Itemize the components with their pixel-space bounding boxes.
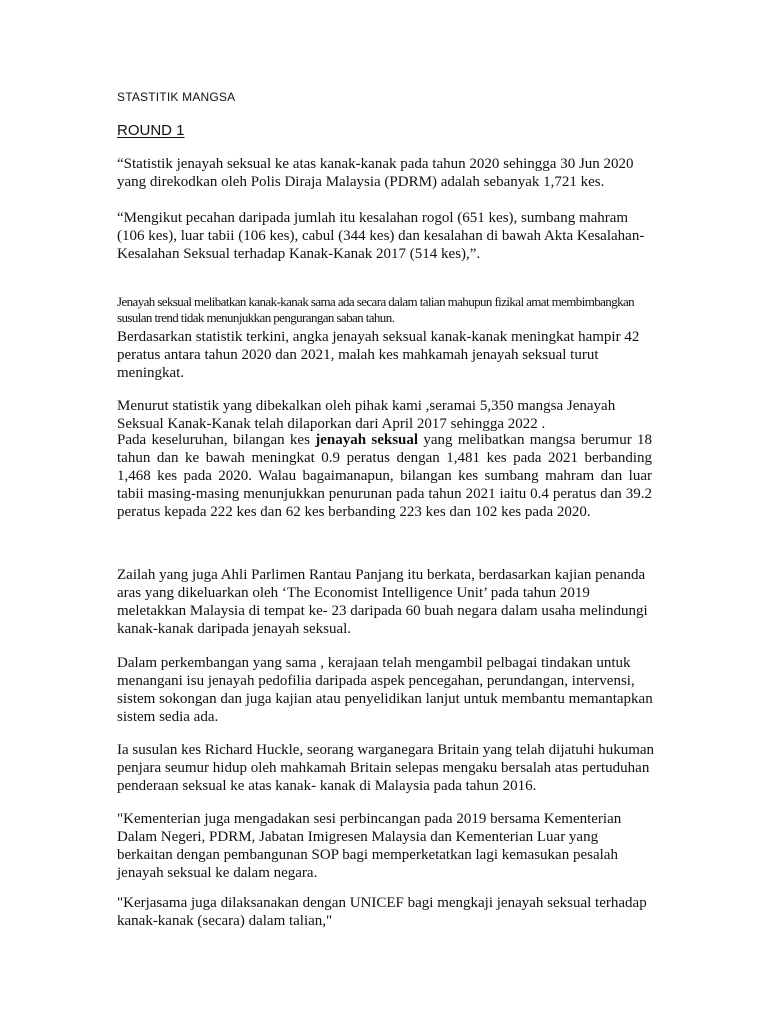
paragraph-victims-count: Menurut statistik yang dibekalkan oleh pihak kami ,seramai 5,350 mangsa Jenayah Seksual Kanak-Kanak telah dilaporkan dari April 2017 sehingga 2022 . [117,398,616,432]
paragraph-overall-cases [117,431,652,521]
paragraph-case-breakdown: “Mengikut pecahan daripada jumlah itu kesalahan rogol (651 kes), sumbang mahram (106 kes), luar tabii (106 kes), cabul (344 kes) dan kesalahan di bawah Akta Kesalahan-Kesalahan Seksual terhadap Kanak-Kanak 2017 (514 kes),”. [117,210,645,262]
document-heading: STASTITIK MANGSA [117,90,236,104]
paragraph-concern-trend: Jenayah seksual melibatkan kanak-kanak sama ada secara dalam talian mahupun fizikal amat membimbangkan susulan trend tidak menunjukkan pengurangan saban tahun. [117,294,635,325]
overall-cases-text-end: yang melibatkan mangsa berumur 18 tahun dan ke bawah meningkat 0.9 peratus dengan 1,481 kes pada 2021 berbanding 1,468 kes pada 2020. Walau bagaimanapun, bilangan kes sumbang mahram dan luar tabii masing-masing menunjukkan penurunan pada tahun 2021 iaitu 0.4 peratus dan 39.2 peratus kepada 222 kes dan 62 kes berbanding 223 kes dan 102 kes pada 2020. [117,432,652,520]
paragraph-government-actions: Dalam perkembangan yang sama , kerajaan telah mengambil pelbagai tindakan untuk menangani isu jenayah pedofilia daripada aspek pencegahan, perundangan, intervensi, sistem sokongan dan juga kajian atau penyelidikan lanjut untuk membantu memantapkan sistem sedia ada. [117,655,653,725]
paragraph-ministry-discussion: "Kementerian juga mengadakan sesi perbincangan pada 2019 bersama Kementerian Dalam Negeri, PDRM, Jabatan Imigresen Malaysia dan Kementerian Luar yang berkaitan dengan pembangunan SOP bagi memperketatkan lagi kemasukan pesalah jenayah seksual ke dalam negara. [117,811,622,881]
paragraph-latest-statistics: Berdasarkan statistik terkini, angka jenayah seksual kanak-kanak meningkat hampir 42 peratus antara tahun 2020 dan 2021, malah kes mahkamah jenayah seksual turut meningkat. [117,329,640,381]
paragraph-richard-huckle-case: Ia susulan kes Richard Huckle, seorang warganegara Britain yang telah dijatuhi hukuman penjara seumur hidup oleh mahkamah Britain selepas mengaku bersalah atas pertuduhan penderaan seksual ke atas kanak- kanak di Malaysia pada tahun 2016. [117,742,655,794]
overall-cases-keyword: jenayah seksual [315,432,419,448]
round-heading: ROUND 1 [117,122,185,139]
paragraph-benchmark-study: Zailah yang juga Ahli Parlimen Rantau Panjang itu berkata, berdasarkan kajian penanda aras yang dikeluarkan oleh ‘The Economist Intelligence Unit’ pada tahun 2019 meletakkan Malaysia di tempat ke- 23 daripada 60 buah negara dalam usaha melindungi kanak-kanak daripada jenayah seksual. [117,567,648,637]
paragraph-statistics-2020: “Statistik jenayah seksual ke atas kanak-kanak pada tahun 2020 sehingga 30 Jun 2020 yang direkodkan oleh Polis Diraja Malaysia (PDRM) adalah sebanyak 1,721 kes. [117,156,634,190]
overall-cases-text-start: Pada keseluruhan, bilangan kes [117,432,316,448]
paragraph-unicef-cooperation: "Kerjasama juga dilaksanakan dengan UNICEF bagi mengkaji jenayah seksual terhadap kanak-kanak (secara) dalam talian," [117,895,647,929]
